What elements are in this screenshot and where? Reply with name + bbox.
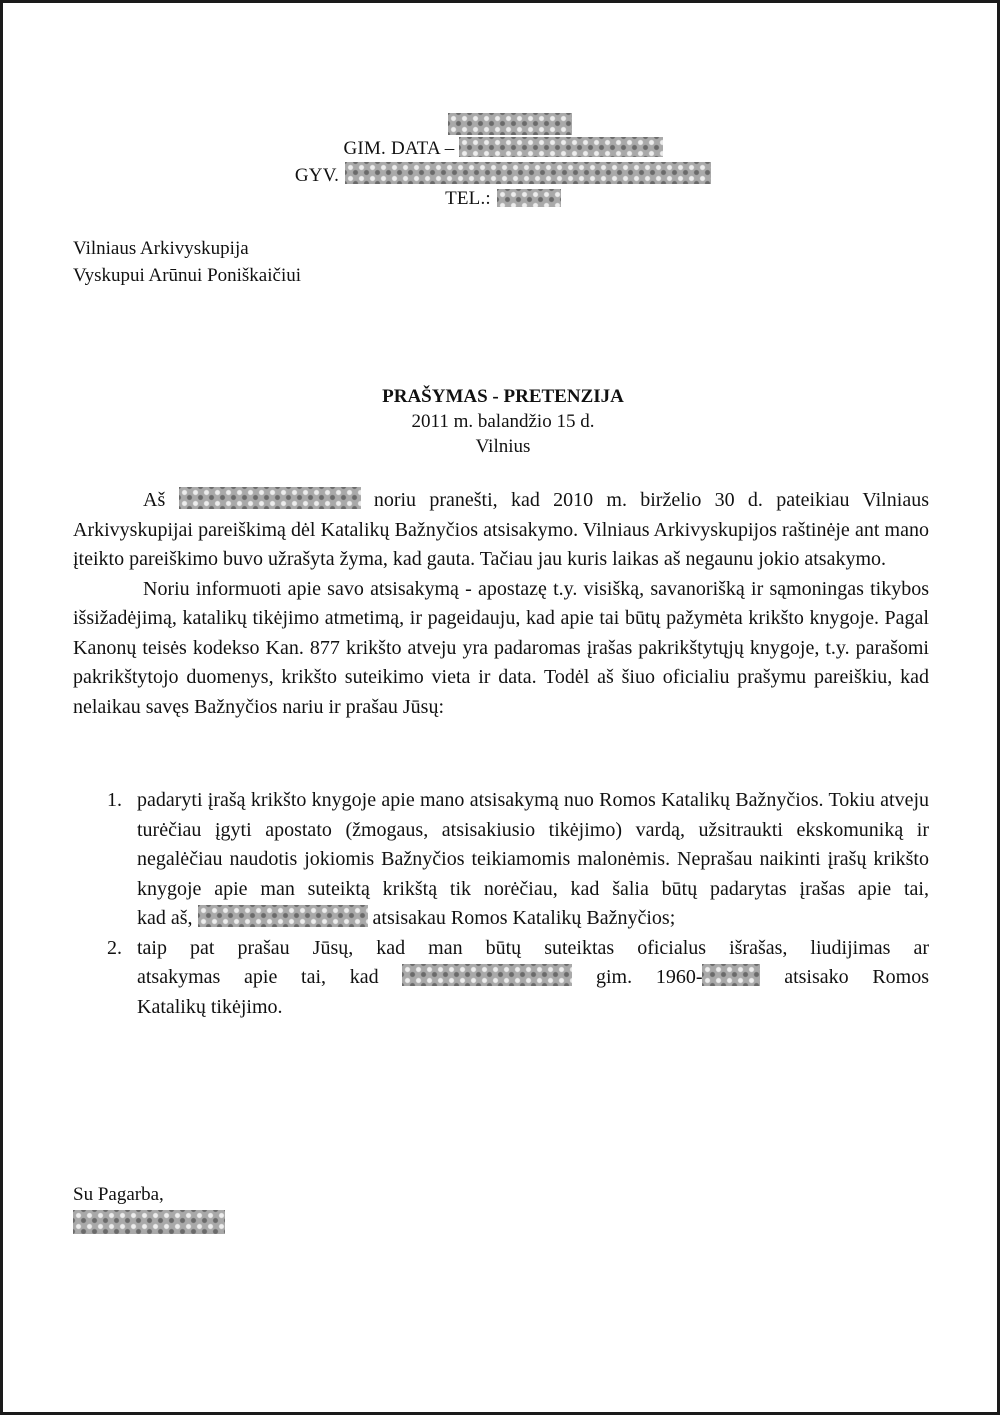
document-city: Vilnius <box>475 436 531 457</box>
phone-line <box>3 187 1000 211</box>
document-date: 2011 m. balandžio 15 d. <box>411 411 595 432</box>
paragraph-1-start: Aš <box>143 489 166 511</box>
redacted-phone <box>497 189 561 207</box>
request-item-2-suffix: atsisako Romos <box>784 966 929 988</box>
redacted-sender-name <box>448 113 572 135</box>
redacted-birth-date <box>459 137 663 157</box>
request-item-2-line-3: Katalikų tikėjimo. <box>137 995 283 1018</box>
request-item-2 <box>73 934 929 1023</box>
redacted-applicant-name <box>179 487 361 509</box>
recipient-line-1: Vilniaus Arkivyskupija <box>73 238 249 259</box>
recipient-line-2: Vyskupui Arūnui Poniškaičiui <box>73 265 302 286</box>
address-label: GYV. <box>294 165 340 186</box>
request-item-2-line-1: taip pat prašau Jūsų, kad man būtų suteiktas oficialus išrašas, liudijimas ar <box>137 936 929 959</box>
request-item-1 <box>73 786 929 934</box>
paragraph-1-text: noriu pranešti, kad 2010 m. birželio 30 d. pateikiau Vilniaus Arkivyskupijai pareiškimą dėl Katalikų Bažnyčios atsisakymo. Vilniaus Arkivyskupijos raštinėje ant mano įteikto pareiškimo buvo užrašyta žyma, kad gauta. Tačiau jau kuris laikas aš negaunu jokio atsakymo. <box>73 489 930 570</box>
document-title: PRAŠYMAS - PRETENZIJA <box>382 386 624 407</box>
sender-name-line <box>3 113 1000 139</box>
request-item-1-end <box>137 904 929 934</box>
birth-date-line <box>3 137 1000 161</box>
request-item-2-prefix: atsakymas apie tai, kad <box>137 966 379 988</box>
letter-body <box>73 486 929 722</box>
request-item-2-number: 2. <box>107 936 122 959</box>
signature-block <box>73 1210 225 1236</box>
birth-date-label: GIM. DATA – <box>343 138 455 159</box>
paragraph-2: Noriu informuoti apie savo atsisakymą - apostazę t.y. visišką, savanorišką ir sąmoningas tikybos išsižadėjimą, katalikų tikėjimo atmetimą, ir pageidauju, kad apie tai būtų pažymėta krikšto knygoje. Pagal Kanonų teisės kodekso Kan. 877 krikšto atveju yra padaromas įrašas pakrikštytųjų knygoje, t.y. parašomi pakrikštytojo duomenys, krikšto suteikimo vieta ir data. Todėl aš šiuo oficialiu prašymu pareiškiu, kad nelaikau savęs Bažnyčios nariu ir prašau Jūsų: <box>73 577 929 718</box>
request-list <box>73 786 929 1022</box>
redacted-birth-date-2 <box>702 964 760 986</box>
redacted-applicant-name-2 <box>198 905 368 927</box>
request-item-1-number: 1. <box>107 789 122 811</box>
request-item-1-text: padaryti įrašą krikšto knygoje apie mano atsisakymą nuo Romos Katalikų Bažnyčios. Tokiu atveju turėčiau įgyti apostato (žmogaus, atsisakiusio tikėjimo) vardą, užsitraukti ekskomuniką ir negalėčiau naudotis jokiomis Bažnyčios teikiamomis malonėmis. Neprašau naikinti įrašų krikšto knygoje apie man suteiktą krikštą tik norėčiau, kad šalia būtų padarytas įrašas apie tai, <box>137 789 929 900</box>
closing-salutation: Su Pagarba, <box>73 1184 164 1205</box>
request-item-1-end-prefix: kad aš, <box>137 907 193 929</box>
address-line <box>3 162 1000 188</box>
redacted-address <box>345 162 711 184</box>
redacted-signature-name <box>73 1210 225 1234</box>
request-item-2-birth-prefix: gim. 1960- <box>596 966 703 988</box>
paragraph-1 <box>73 486 929 575</box>
redacted-applicant-name-3 <box>402 964 572 986</box>
request-item-1-end-suffix: atsisakau Romos Katalikų Bažnyčios; <box>372 907 676 929</box>
request-item-2-line-2 <box>137 963 929 993</box>
phone-label: TEL.: <box>445 188 491 209</box>
